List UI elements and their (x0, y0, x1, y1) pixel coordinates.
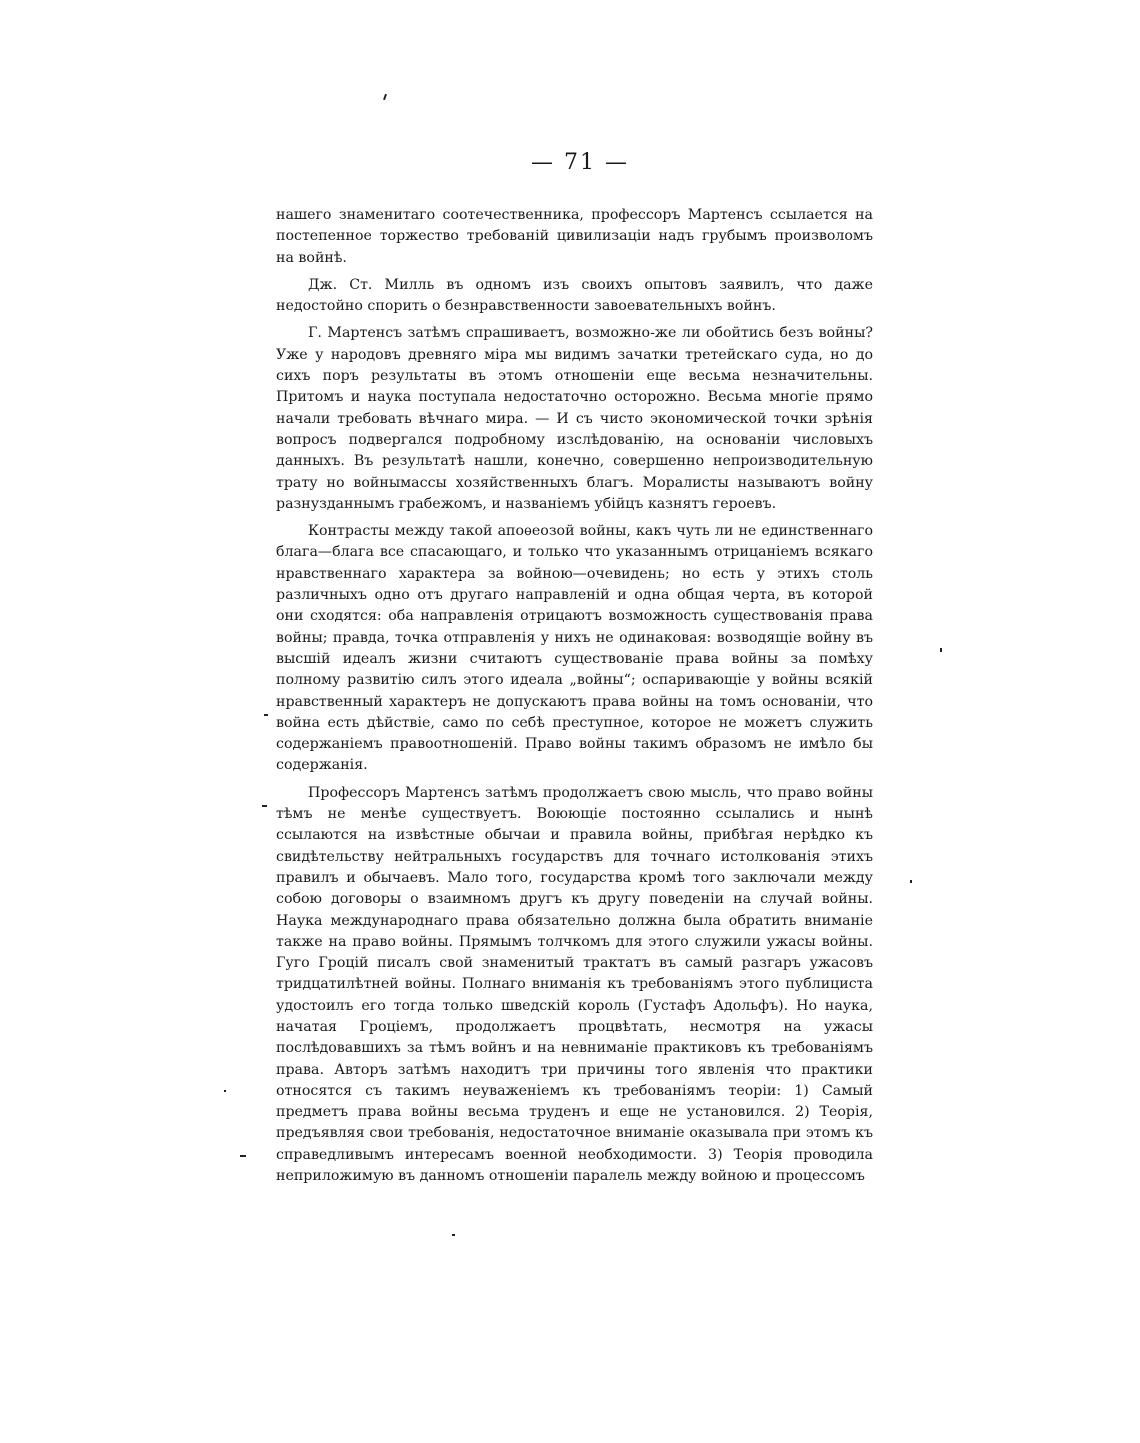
body-text (276, 205, 873, 1193)
paragraph-martens-question: Г. Мартенсъ затѣмъ спрашиваетъ, возможно-же ли обойтись безъ войны? Уже у народовъ древняго міра мы видимъ зачатки третейскаго суда, но до сихъ поръ результаты въ этомъ отношеніи еще весьма незначительны. Притомъ и наука поступала недостаточно осторожно. Весьма многіе прямо начали требовать вѣчнаго мира. — И съ чисто экономической точки зрѣнія вопросъ подвергался подробному изслѣдованію, на основаніи числовыхъ данныхъ. Въ результатѣ нашли, конечно, совершенно непроизводительную трату но войнымассы хозяйственныхъ благъ. Моралисты называютъ войну разнузданнымъ грабежомъ, и названіемъ убійцъ казнятъ героевъ. (276, 325, 873, 512)
stray-mark-right-2 (910, 880, 912, 883)
page-number: — 71 — (531, 150, 629, 175)
stray-mark-left-1 (264, 714, 268, 716)
stray-mark-top (383, 94, 387, 100)
paragraph-contrasts: Контрасты между такой апоѳеозой войны, какъ чуть ли не единственнаго блага—блага все спасающаго, и только что указаннымъ отрицаніемъ всякаго нравственнаго характера за войною—очевидень; но есть у этихъ столь различныхъ одно отъ другаго направленій и одна общая черта, въ которой они сходятся: оба направленія отрицаютъ возможность существованія права войны; правда, точка отправленія у нихъ не одинаковая: возводящіе войну въ высшій идеалъ жизни считаютъ существованіе права войны за помѣху полному развитію силъ этого идеала „войны“; оспаривающіе у войны всякій нравственный характеръ не допускаютъ права войны на томъ основаніи, что война есть дѣйствіе, само по себѣ преступное, которое не можетъ служить содержаніемъ правоотношеній. Право войны такимъ образомъ не имѣло бы содержанія. (276, 523, 873, 774)
stray-mark-right-1 (940, 648, 942, 652)
paragraph-law-of-war: Профессоръ Мартенсъ затѣмъ продолжаетъ свою мысль, что право войны тѣмъ не менѣе существуетъ. Воюющіе постоянно ссылались и нынѣ ссылаются на извѣстные обычаи и правила войны, прибѣгая нерѣдко къ свидѣтельству нейтральныхъ государствъ для точнаго истолкованія этихъ правилъ и обычаевъ. Мало того, государства кромѣ того заключали между собою договоры о взаимномъ другъ къ другу поведеніи на случай войны. Наука международнаго права обязательно должна была обратить вниманіе также на право войны. Прямымъ толчкомъ для этого служили ужасы войны. Гуго Гроцій писалъ свой знаменитый трактатъ въ самый разгаръ ужасовъ тридцатилѣтней войны. Полнаго вниманія къ требованіямъ этого публициста удостоилъ его тогда только шведскій король (Густафъ Адольфъ). Но наука, начатая Гроціемъ, продолжаетъ процвѣтать, несмотря на ужасы послѣдовавшихъ за тѣмъ войнъ и на невниманіе практиковъ къ требованіямъ права. Авторъ затѣмъ находитъ три причины того явленія что практики относятся съ такимъ неуваженіемъ къ требованіямъ теоріи: 1) Самый предметъ права войны весьма труденъ и еще не установился. 2) Теорія, предъявляя свои требованія, недостаточное вниманіе оказывала при этомъ къ справедливымъ интересамъ военной необходимости. 3) Теорія проводила неприложимую въ данномъ отношеніи паралель между войною и процессомъ (276, 784, 873, 1185)
stray-mark-left-3 (224, 1090, 226, 1092)
stray-mark-left-4 (240, 1155, 246, 1157)
stray-mark-left-2 (262, 805, 267, 807)
paragraph-mill: Дж. Ст. Милль въ одномъ изъ своихъ опытовъ заявилъ, что даже недостойно спорить о безнравственности завоевательныхъ войнъ. (276, 276, 873, 315)
stray-mark-bottom (452, 1234, 455, 1236)
paragraph-continuation: нашего знаменитаго соотечественника, профессоръ Мартенсъ ссылается на постепенное торжество требованій цивилизаціи надъ грубымъ произволомъ на войнѣ. (276, 207, 873, 266)
